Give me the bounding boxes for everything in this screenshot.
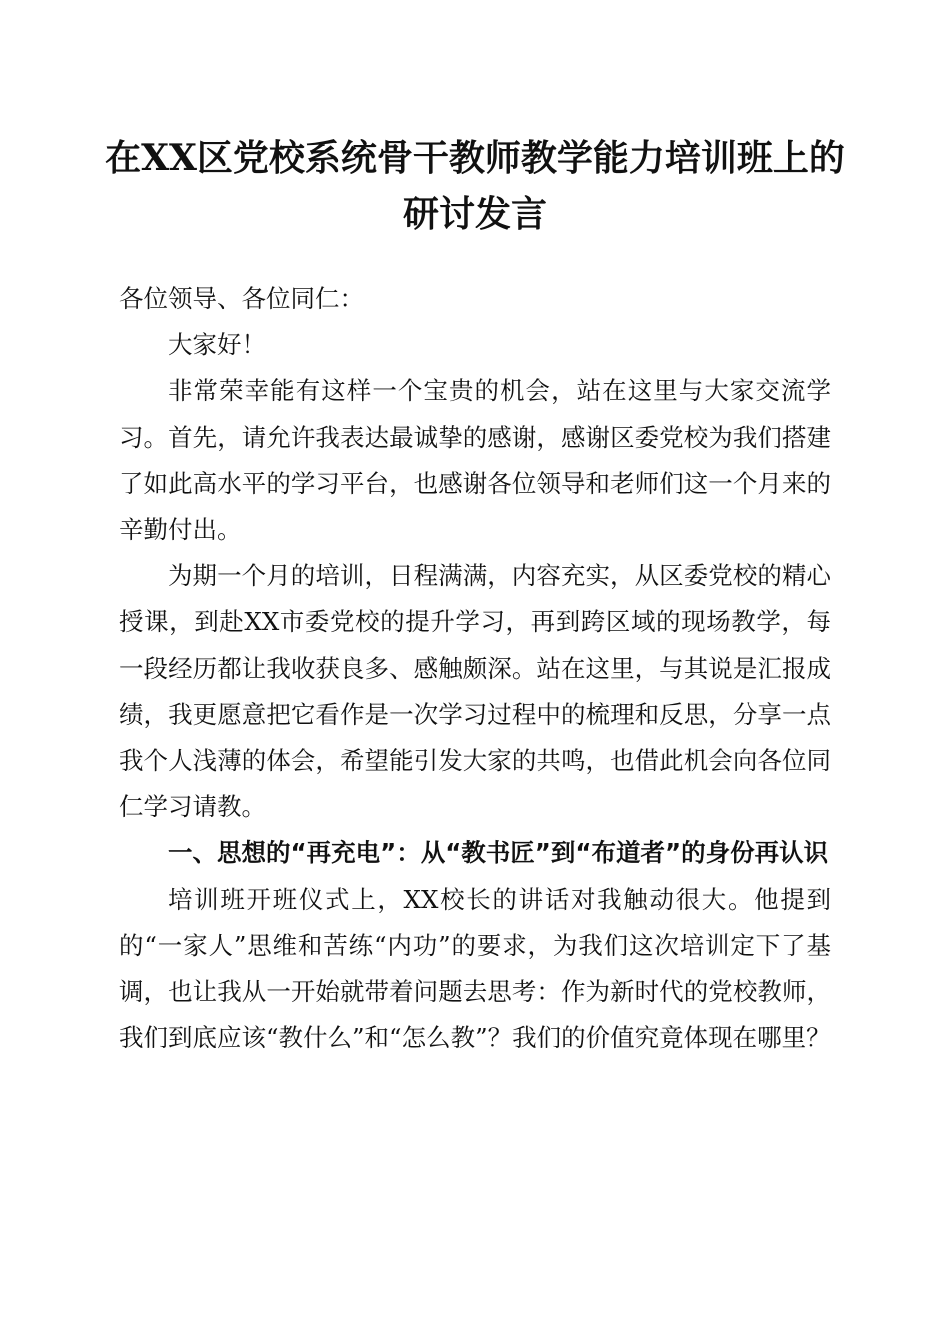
document-title: 在XX区党校系统骨干教师教学能力培训班上的研讨发言	[105, 137, 845, 235]
greeting: 大家好！	[168, 330, 266, 360]
paragraph-gratitude: 非常荣幸能有这样一个宝贵的机会，站在这里与大家交流学习。首先，请允许我表达最诚挚的感谢，感谢区委党校为我们搭建了如此高水平的学习平台，也感谢各位领导和老师们这一个月来的辛勤付出。	[119, 376, 831, 545]
paragraph-training-overview: 为期一个月的培训，日程满满，内容充实，从区委党校的精心授课，到赴XX市委党校的提升学习，再到跨区域的现场教学，每一段经历都让我收获良多、感触颇深。站在这里，与其说是汇报成绩，我更愿意把它看作是一次学习过程中的梳理和反思，分享一点我个人浅薄的体会，希望能引发大家的共鸣，也借此机会向各位同仁学习请教。	[119, 561, 831, 822]
salutation: 各位领导、各位同仁：	[119, 284, 364, 313]
document-body	[119, 276, 831, 1061]
section-heading: 一、思想的“再充电”：从“教书匠”到“布道者”的身份再认识	[168, 838, 829, 868]
paragraph-section-one: 培训班开班仪式上，XX校长的讲话对我触动很大。他提到的“一家人”思维和苦练“内功”的要求，为我们这次培训定下了基调，也让我从一开始就带着问题去思考：作为新时代的党校教师，我们到底应该“教什么”和“怎么教”？我们的价值究竟体现在哪里？	[119, 884, 831, 1053]
